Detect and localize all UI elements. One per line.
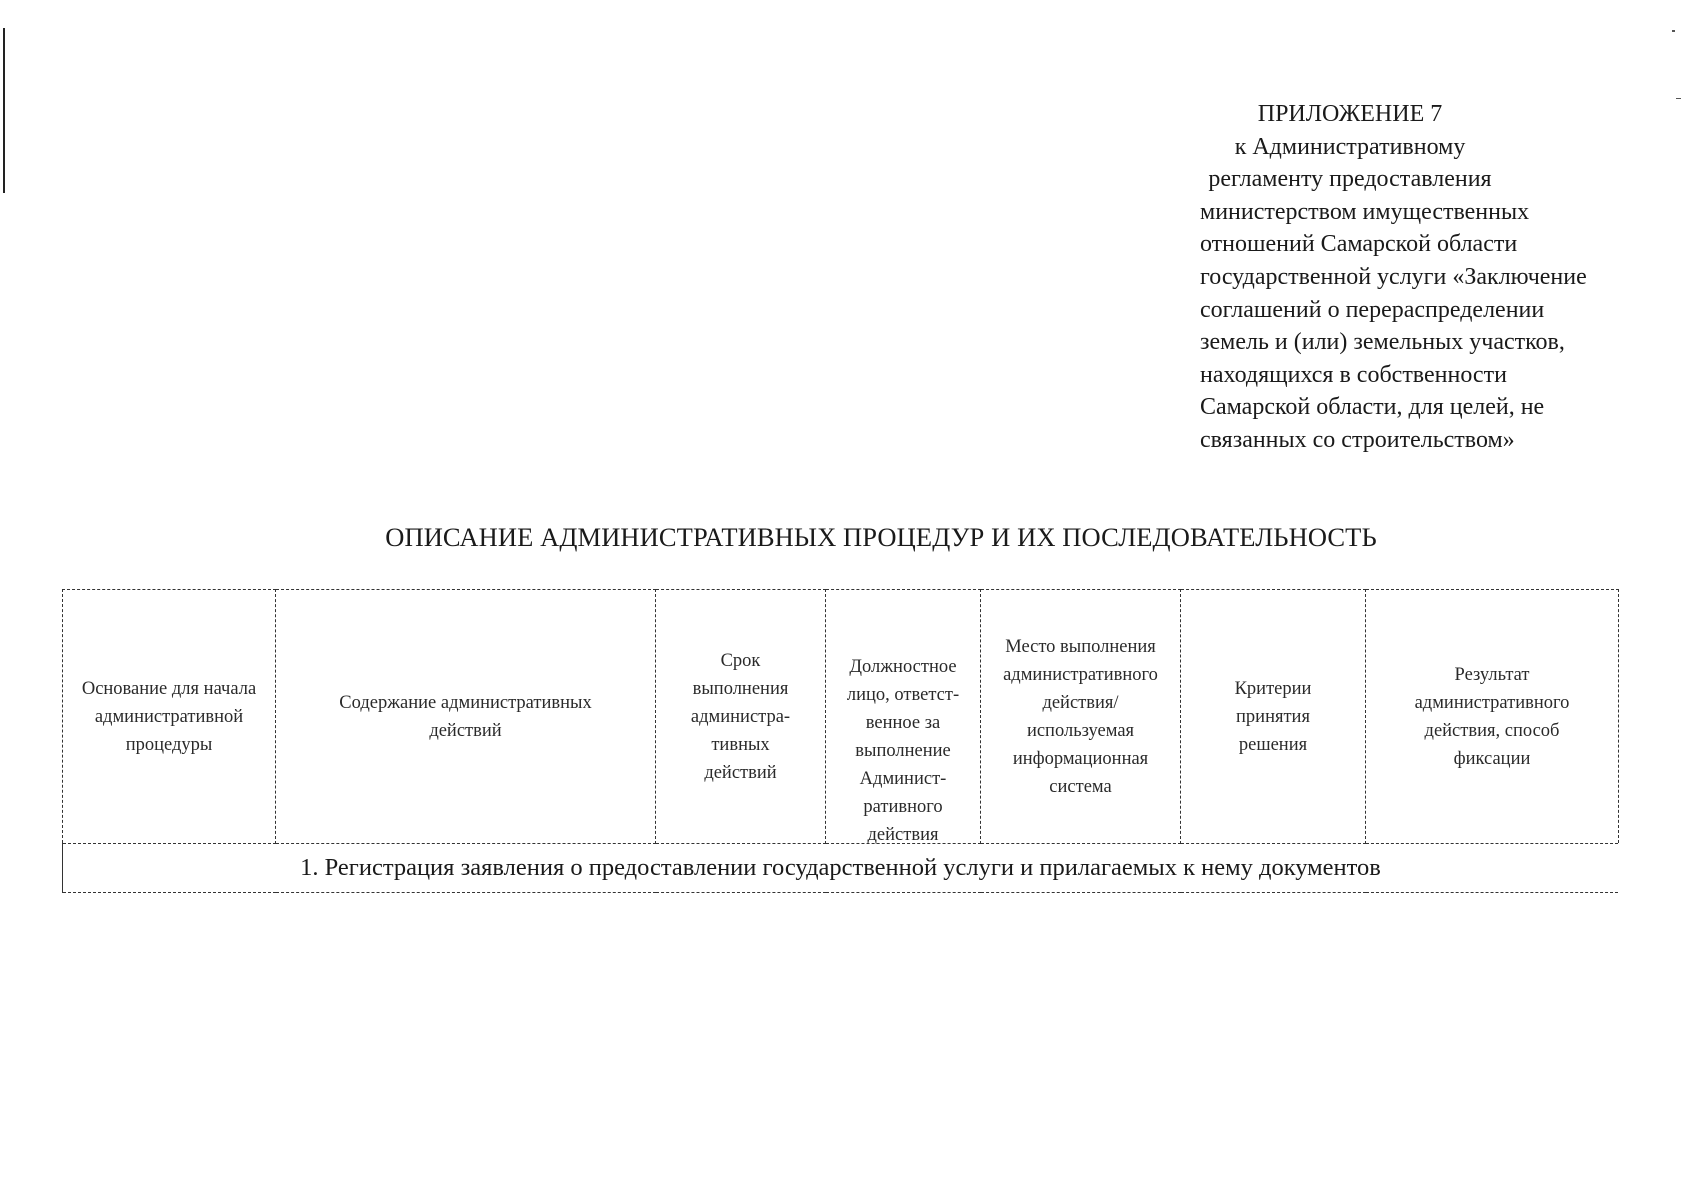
procedures-table — [62, 589, 1619, 893]
section-row — [63, 844, 1619, 893]
appendix-line: ПРИЛОЖЕНИЕ 7 — [1257, 101, 1443, 127]
header-cell-content: Содержание административных действий — [276, 590, 656, 844]
appendix-line: к Административному — [1234, 133, 1466, 160]
appendix-line: земель и (или) земельных участков, — [1200, 329, 1565, 356]
appendix-line: регламенту предоставления — [1208, 166, 1492, 193]
appendix-line: находящихся в собственности — [1200, 361, 1507, 388]
document-title: ОПИСАНИЕ АДМИНИСТРАТИВНЫХ ПРОЦЕДУР И ИХ ПОСЛЕДОВАТЕЛЬНОСТЬ — [385, 522, 1377, 552]
section-heading: 1. Регистрация заявления о предоставлении государственной услуги и прилагаемых к нему документов — [63, 844, 1619, 893]
appendix-line: государственной услуги «Заключение — [1200, 263, 1587, 290]
appendix-line: соглашений о перераспределении — [1200, 296, 1545, 323]
appendix-header — [1200, 98, 1587, 457]
appendix-line: министерством имущественных — [1200, 198, 1530, 225]
header-cell-basis: Основание для начала административной процедуры — [63, 590, 276, 844]
table-header-row — [63, 590, 1619, 844]
header-cell-criteria: Критерии принятия решения — [1181, 590, 1366, 844]
appendix-line: связанных со строительством» — [1200, 426, 1515, 453]
scan-speck — [1676, 98, 1681, 99]
appendix-line: отношений Самарской области — [1200, 231, 1518, 258]
header-cell-place: Место выполнения административного действия/ используемая информационная система — [981, 590, 1181, 844]
header-cell-result: Результат административного действия, способ фиксации — [1366, 590, 1619, 844]
scan-speck — [1672, 30, 1675, 32]
appendix-line: Самарской области, для целей, не — [1200, 394, 1545, 421]
scan-margin-mark — [3, 28, 5, 193]
header-cell-official: Должностное лицо, ответст- венное за выполнение Админист- ративного действия — [826, 590, 981, 844]
header-cell-term: Срок выполнения администра- тивных действий — [656, 590, 826, 844]
